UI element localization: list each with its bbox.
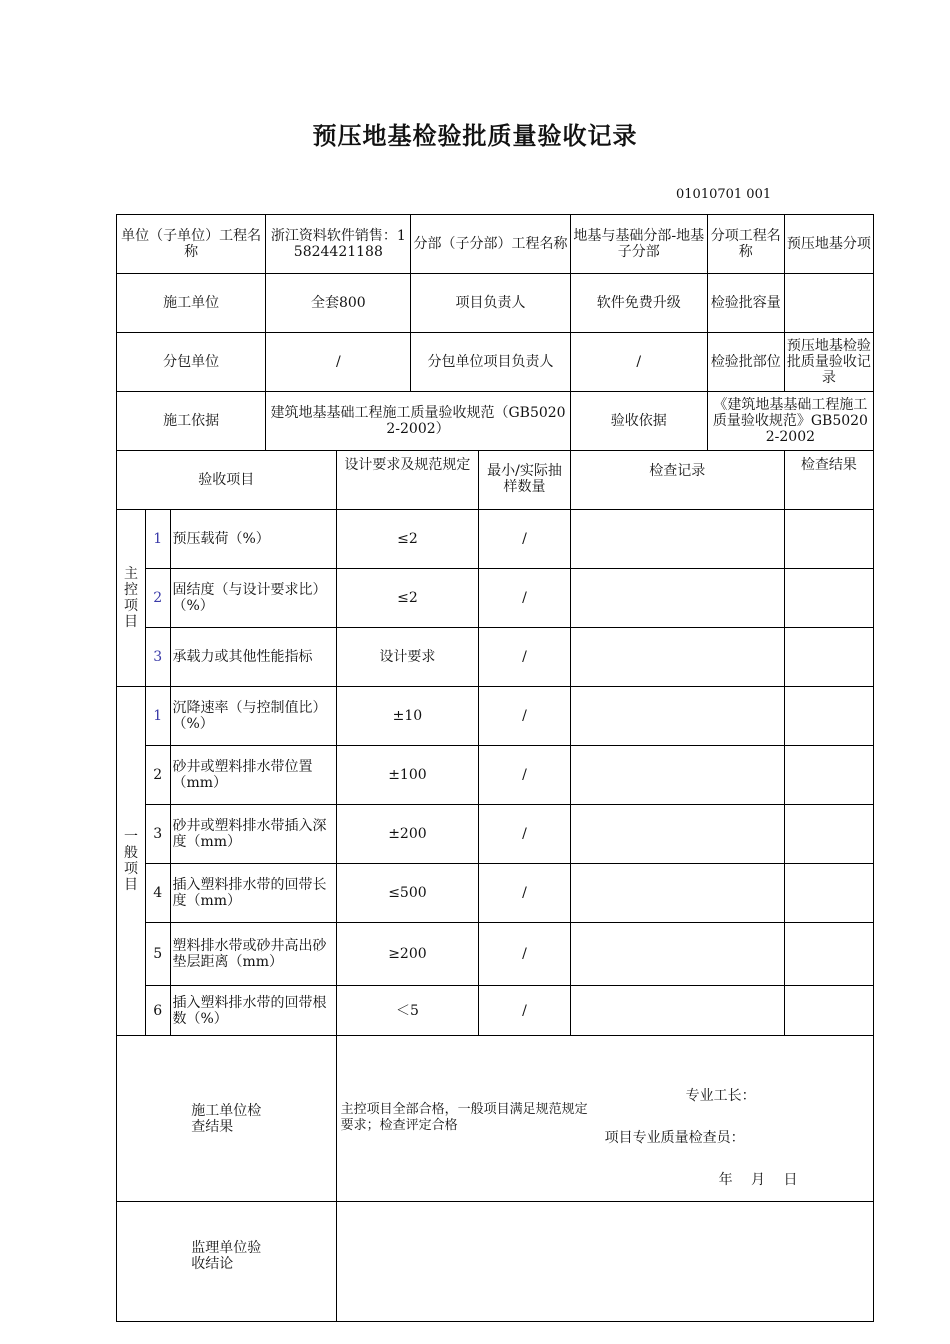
document-code: 01010701 001 (676, 187, 772, 202)
row-record[interactable] (570, 687, 784, 746)
table-row (117, 805, 874, 864)
col-record: 检查记录 (570, 451, 784, 510)
table-row (117, 687, 874, 746)
row-name: 塑料排水带或砂井高出砂垫层距离（mm） (170, 923, 336, 986)
row-number: 2 (145, 569, 170, 628)
row-record[interactable] (570, 864, 784, 923)
row-record[interactable] (570, 628, 784, 687)
row-requirement: ＜5 (336, 986, 479, 1036)
subcontract-value: / (266, 333, 411, 392)
inspection-label: 施工单位检查结果 (117, 1036, 337, 1202)
row-sample: / (479, 569, 570, 628)
row-name: 砂井或塑料排水带插入深度（mm） (170, 805, 336, 864)
col-design: 设计要求及规范规定 (336, 451, 479, 510)
row-requirement: ±10 (336, 687, 479, 746)
row-sample: / (479, 628, 570, 687)
inspection-conclusion: 主控项目全部合格，一般项目满足规范规定要求；检查评定合格 (340, 1102, 588, 1133)
acceptance-form (116, 214, 874, 1272)
row-result[interactable] (784, 510, 873, 569)
row-sample: / (479, 805, 570, 864)
inspector-signature-label: 项目专业质量检查员： (604, 1130, 745, 1146)
header-row-unit (117, 215, 874, 274)
row-record[interactable] (570, 986, 784, 1036)
row-result[interactable] (784, 746, 873, 805)
row-sample: / (479, 746, 570, 805)
row-result[interactable] (784, 986, 873, 1036)
col-result: 检查结果 (784, 451, 873, 510)
row-number: 1 (145, 510, 170, 569)
pm-value: 软件免费升级 (570, 274, 707, 333)
row-number: 6 (145, 986, 170, 1036)
row-record[interactable] (570, 569, 784, 628)
row-sample: / (479, 986, 570, 1036)
supervision-label: 监理单位验收结论 (117, 1202, 337, 1322)
row-result[interactable] (784, 923, 873, 986)
header-row-subcontract (117, 333, 874, 392)
row-name: 沉降速率（与控制值比）（%） (170, 687, 336, 746)
header-row-constructor (117, 274, 874, 333)
location-label: 检验批部位 (707, 333, 784, 392)
inspection-date: 年 月 日 (718, 1172, 798, 1188)
row-name: 固结度（与设计要求比）（%） (170, 569, 336, 628)
table-row (117, 569, 874, 628)
row-name: 插入塑料排水带的回带根数（%） (170, 986, 336, 1036)
table-row (117, 923, 874, 986)
row-result[interactable] (784, 805, 873, 864)
basis-value: 建筑地基基础工程施工质量验收规范（GB50202-2002） (266, 392, 570, 451)
subdivision-value: 地基与基础分部-地基子分部 (573, 228, 705, 260)
row-number: 3 (145, 805, 170, 864)
supervision-row (117, 1202, 874, 1322)
main-group-label: 主控项目 (117, 510, 146, 687)
unit-value: 浙江资料软件销售：15824421188 (270, 228, 406, 260)
col-sample: 最小/实际抽样数量 (479, 451, 570, 510)
row-name: 预压载荷（%） (170, 510, 336, 569)
row-number: 5 (145, 923, 170, 986)
row-record[interactable] (570, 923, 784, 986)
inspection-content (336, 1036, 873, 1202)
row-requirement: ≤2 (336, 510, 479, 569)
row-name: 砂井或塑料排水带位置（mm） (170, 746, 336, 805)
unit-label: 单位（子单位）工程名称 (121, 228, 262, 260)
constructor-value: 全套800 (266, 274, 411, 333)
row-requirement: ≤2 (336, 569, 479, 628)
row-sample: / (479, 864, 570, 923)
general-group-label: 一般项目 (117, 687, 146, 1036)
row-result[interactable] (784, 864, 873, 923)
pm-label: 项目负责人 (411, 274, 570, 333)
row-record[interactable] (570, 805, 784, 864)
table-row (117, 986, 874, 1036)
inspection-row (117, 1036, 874, 1202)
row-record[interactable] (570, 510, 784, 569)
document-title: 预压地基检验批质量验收记录 (312, 121, 638, 150)
row-number: 1 (145, 687, 170, 746)
accept-basis-value: 《建筑地基基础工程施工质量验收规范》GB50202-2002 (707, 392, 873, 451)
sub-pm-value: / (570, 333, 707, 392)
item-label: 分项工程名称 (710, 228, 781, 260)
table-row (117, 628, 874, 687)
col-item: 验收项目 (117, 451, 337, 510)
row-name: 承载力或其他性能指标 (170, 628, 336, 687)
foreman-signature-label: 专业工长： (685, 1088, 756, 1104)
supervision-content[interactable] (336, 1202, 873, 1322)
row-requirement: ±200 (336, 805, 479, 864)
form-table (116, 214, 874, 1322)
row-number: 3 (145, 628, 170, 687)
row-requirement: ≥200 (336, 923, 479, 986)
constructor-label: 施工单位 (117, 274, 266, 333)
row-name: 插入塑料排水带的回带长度（mm） (170, 864, 336, 923)
sub-pm-label: 分包单位项目负责人 (411, 333, 570, 392)
table-row (117, 864, 874, 923)
table-row (117, 510, 874, 569)
capacity-label: 检验批容量 (707, 274, 784, 333)
subdivision-label: 分部（子分部）工程名称 (413, 236, 568, 252)
basis-label: 施工依据 (117, 392, 266, 451)
row-number: 2 (145, 746, 170, 805)
row-result[interactable] (784, 628, 873, 687)
row-requirement: ≤500 (336, 864, 479, 923)
row-sample: / (479, 923, 570, 986)
row-sample: / (479, 510, 570, 569)
table-row (117, 746, 874, 805)
header-row-basis (117, 392, 874, 451)
row-sample: / (479, 687, 570, 746)
row-requirement: 设计要求 (336, 628, 479, 687)
item-value: 预压地基分项 (786, 236, 871, 252)
row-number: 4 (145, 864, 170, 923)
row-requirement: ±100 (336, 746, 479, 805)
subcontract-label: 分包单位 (117, 333, 266, 392)
column-header-row (117, 451, 874, 510)
row-record[interactable] (570, 746, 784, 805)
accept-basis-label: 验收依据 (570, 392, 707, 451)
capacity-value (784, 274, 873, 333)
location-value: 预压地基检验批质量验收记录 (784, 333, 873, 392)
row-result[interactable] (784, 687, 873, 746)
row-result[interactable] (784, 569, 873, 628)
